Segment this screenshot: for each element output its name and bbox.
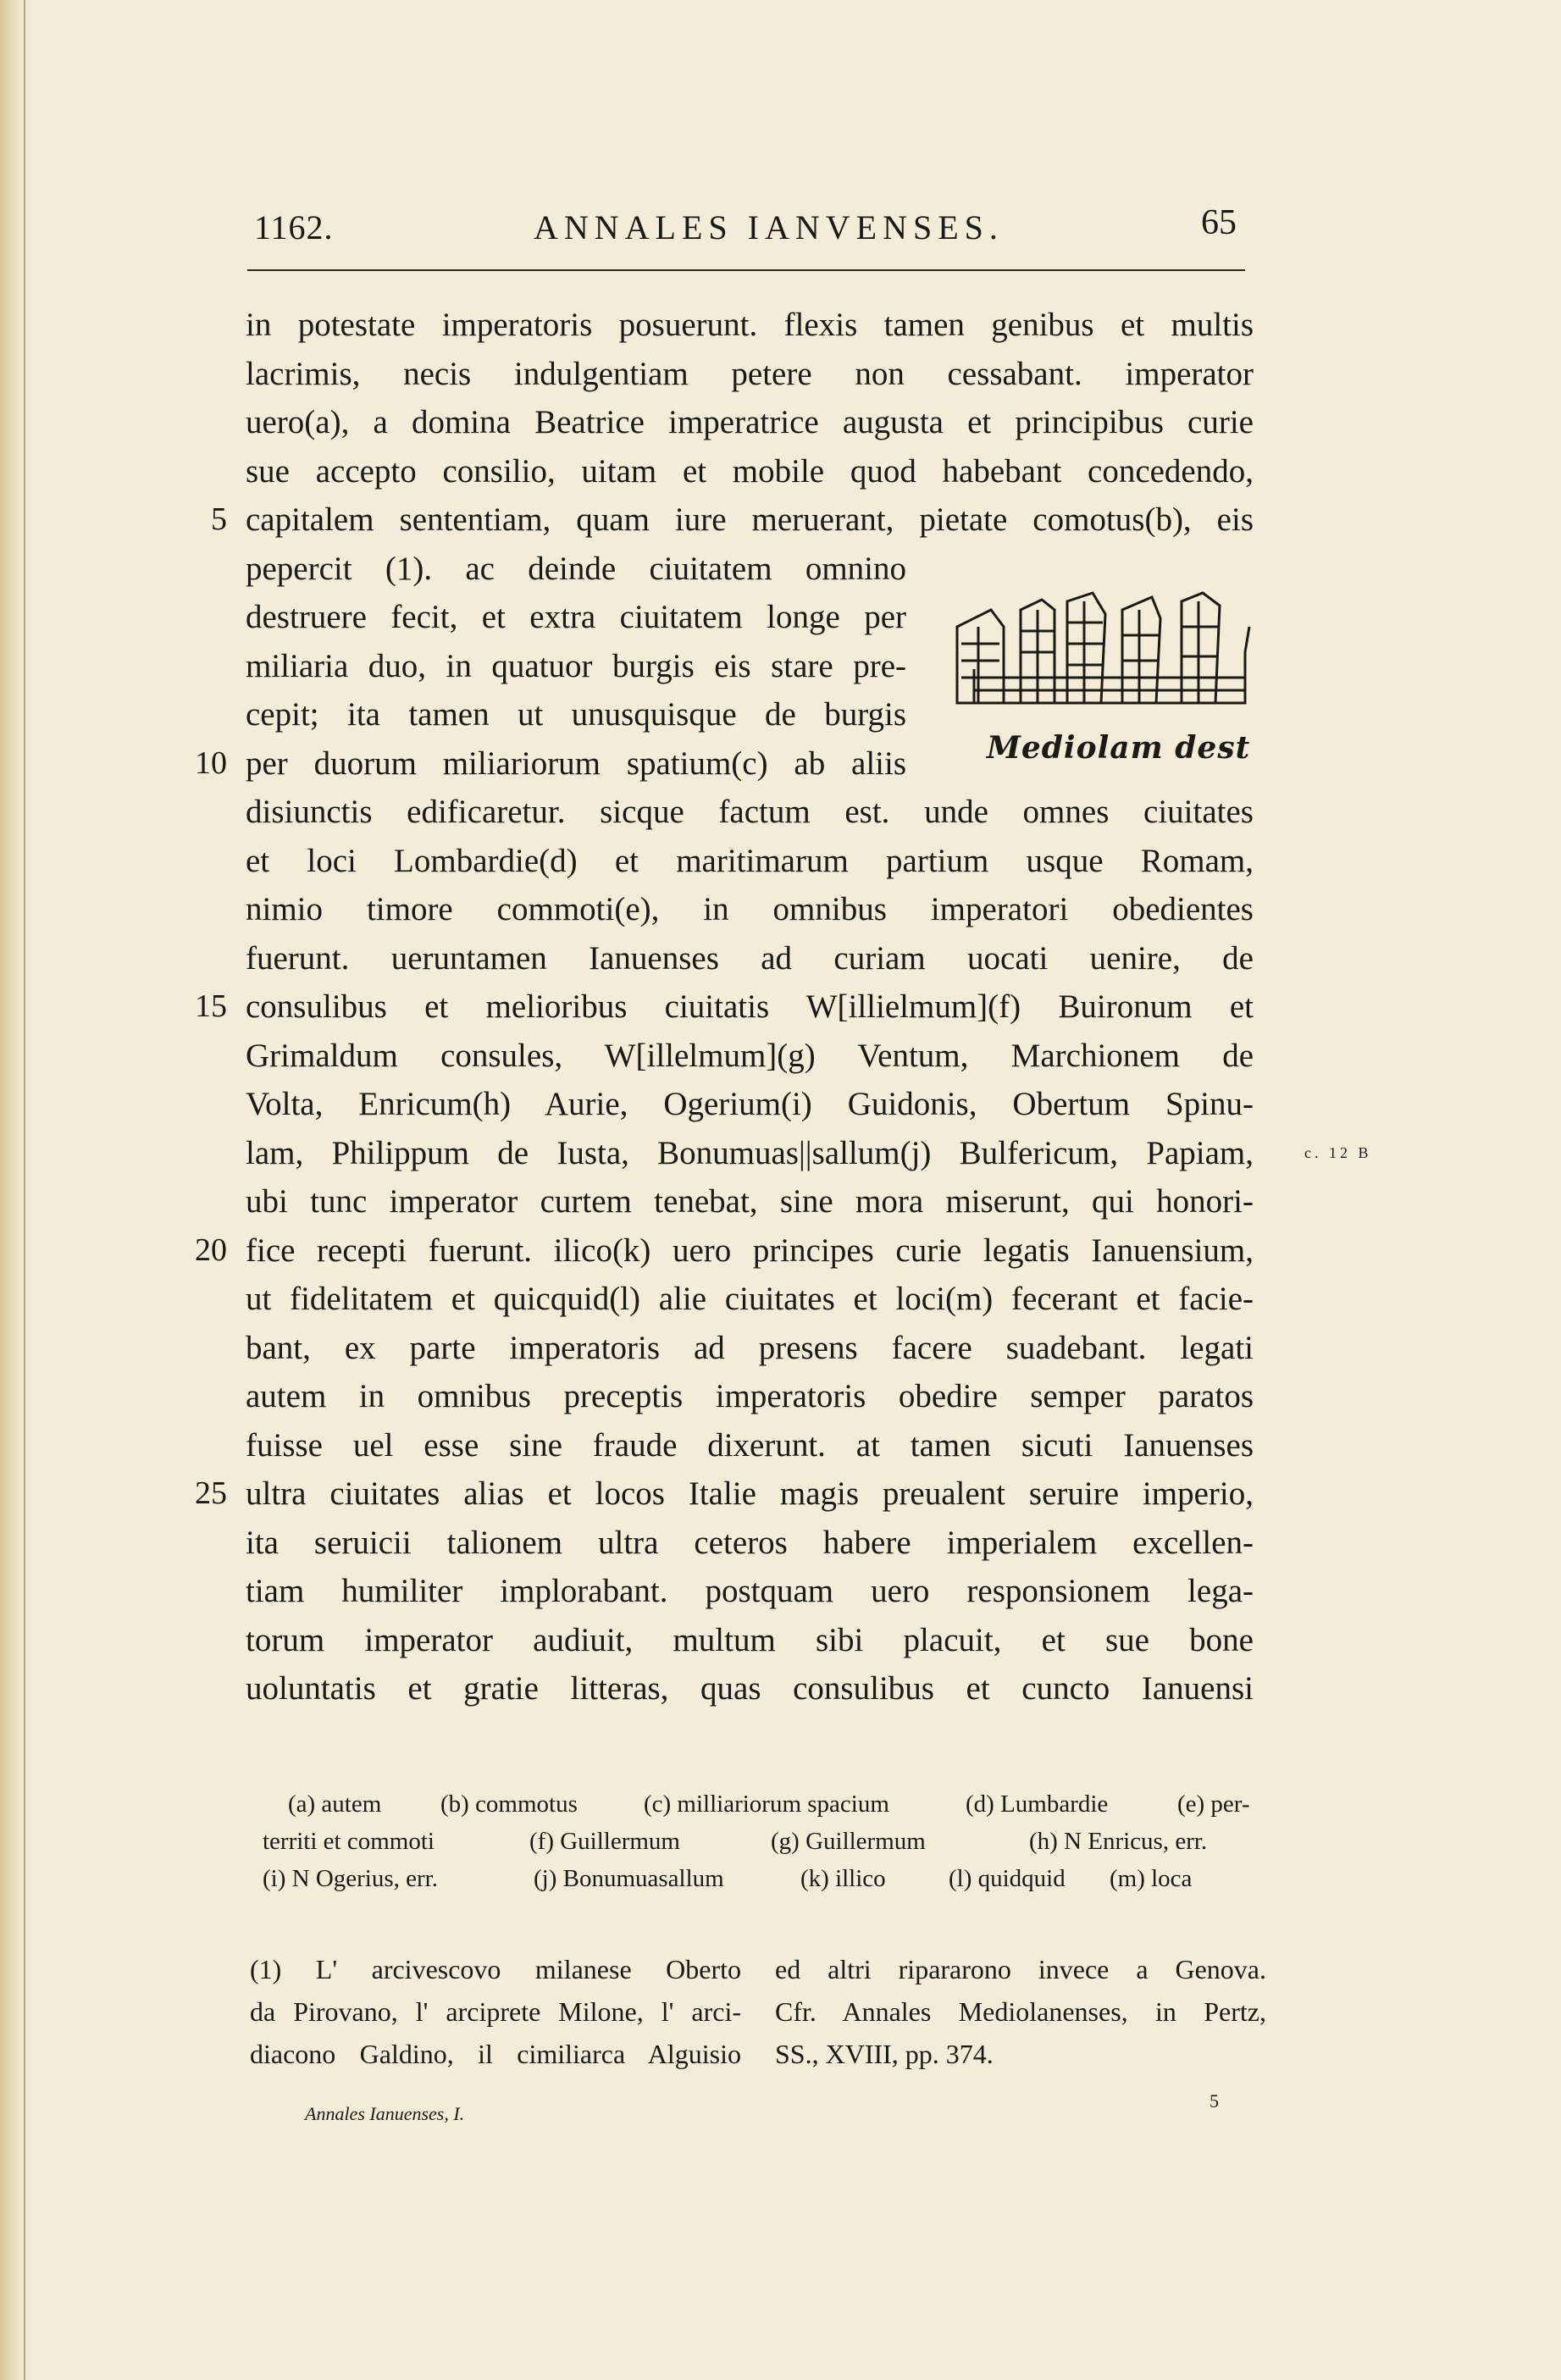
- crit-note: (c) milliariorum spacium: [644, 1791, 889, 1818]
- text-line: uoluntatis et gratie litteras, quas consulibus et cuncto Ianuensi: [246, 1670, 1254, 1707]
- page-edge: [0, 0, 34, 2380]
- text-line-25: [195, 1470, 1254, 1519]
- critical-apparatus: [263, 1785, 1270, 1897]
- text-line: lacrimis, necis indulgentiam petere non cessabant. imperator: [246, 355, 1254, 392]
- crit-note: (k) illico: [800, 1865, 886, 1892]
- crit-note: (j) Bonumuasallum: [534, 1865, 724, 1892]
- text-line-5: [211, 495, 1254, 545]
- line-number: 15: [195, 988, 227, 1024]
- line-number: 25: [195, 1475, 227, 1511]
- text-line: ita seruicii talionem ultra ceteros habere imperialem excellen-: [246, 1524, 1254, 1561]
- crit-note: territi et commoti: [263, 1828, 435, 1855]
- text-line: cepit; ita tamen ut unusquisque de burgis: [246, 696, 906, 733]
- text-line: et loci Lombardie(d) et maritimarum partium usque Romam,: [246, 842, 1254, 879]
- text-line: disiunctis edificaretur. sicque factum est. unde omnes ciuitates: [246, 794, 1254, 830]
- text-line: sue accepto consilio, uitam et mobile quod habebant concedendo,: [246, 452, 1254, 490]
- text-line-content: fice recepti fuerunt. ilico(k) uero principes curie legatis Ianuensium,: [246, 1232, 1254, 1269]
- text-line: pepercit (1). ac deinde ciuitatem omnino: [246, 550, 906, 587]
- crit-note: (g) Guillermum: [771, 1828, 926, 1855]
- note-line: da Pirovano, l' arciprete Milone, l' arci-: [250, 1996, 741, 2027]
- note-line: diacono Galdino, il cimiliarca Alguisio: [250, 2039, 741, 2069]
- crit-note: (f) Guillermum: [529, 1828, 680, 1855]
- text-line: Volta, Enricum(h) Aurie, Ogerium(i) Guidonis, Obertum Spinu-: [246, 1086, 1254, 1122]
- text-line: bant, ex parte imperatoris ad presens facere suadebant. legati: [246, 1329, 1254, 1366]
- crit-note: (e) per-: [1177, 1791, 1250, 1818]
- footer-sheet-number: 5: [1209, 2090, 1219, 2112]
- text-line-content: capitalem sententiam, quam iure meruerant, pietate comotus(b), eis: [246, 501, 1254, 538]
- note-line: Cfr. Annales Mediolanenses, in Pertz,: [775, 1996, 1266, 2027]
- text-line-15: [195, 982, 1254, 1032]
- crit-note: (b) commotus: [440, 1791, 578, 1818]
- header-title: ANNALES IANVENSES.: [534, 208, 1004, 246]
- line-number: 20: [195, 1232, 227, 1268]
- text-line: miliaria duo, in quatuor burgis eis stare pre-: [246, 647, 906, 684]
- text-line: fuerunt. ueruntamen Ianuenses ad curiam uocati uenire, de: [246, 939, 1254, 977]
- text-line: uero(a), a domina Beatrice imperatrice augusta et principibus curie: [246, 404, 1254, 440]
- text-line: destruere fecit, et extra ciuitatem longe per: [246, 599, 906, 635]
- header-rule: [247, 269, 1245, 271]
- crit-note: (m) loca: [1110, 1865, 1193, 1892]
- text-line-margin: [246, 1129, 1372, 1178]
- note-line: SS., XVIII, pp. 374.: [775, 2039, 994, 2069]
- line-number: 10: [195, 744, 227, 781]
- header-year: 1162.: [254, 208, 334, 246]
- text-line-content: ultra ciuitates alias et locos Italie magis preualent seruire imperio,: [246, 1475, 1254, 1512]
- text-line: ubi tunc imperator curtem tenebat, sine mora miserunt, qui honori-: [246, 1183, 1254, 1220]
- drawing-caption: Mediolam dest: [987, 730, 1251, 766]
- text-line: tiam humiliter implorabant. postquam uero responsionem lega-: [246, 1573, 1254, 1609]
- note-line: ed altri ripararono invece a Genova.: [775, 1954, 1266, 1984]
- running-header: [254, 203, 1245, 267]
- note-line: (1) L' arcivescovo milanese Oberto: [250, 1954, 741, 1984]
- text-line: autem in omnibus preceptis imperatoris obedire semper paratos: [246, 1378, 1254, 1414]
- text-line: in potestate imperatoris posuerunt. flexis tamen genibus et multis: [246, 307, 1254, 343]
- margin-note: c. 12 B: [1304, 1143, 1372, 1161]
- crit-note: (i) N Ogerius, err.: [263, 1865, 438, 1892]
- crit-line: [263, 1823, 1270, 1860]
- crit-note: (h) N Enricus, err.: [1029, 1828, 1208, 1855]
- text-line-content: consulibus et melioribus ciuitatis W[illielmum](f) Buironum et: [246, 988, 1254, 1025]
- crit-line: [263, 1860, 1270, 1897]
- crit-note: (d) Lumbardie: [966, 1791, 1109, 1818]
- text-line: fuisse uel esse sine fraude dixerunt. at tamen sicuti Ianuenses: [246, 1426, 1254, 1464]
- text-line-content: lam, Philippum de Iusta, Bonumuas||sallum(j) Bulfericum, Papiam,: [246, 1134, 1254, 1171]
- text-line-content: per duorum miliariorum spatium(c) ab aliis: [246, 744, 906, 782]
- historical-note-left: [250, 1948, 741, 2075]
- crit-note: (l) quidquid: [949, 1865, 1066, 1892]
- main-text: [195, 301, 1372, 1713]
- crit-line: [263, 1785, 1270, 1823]
- text-line: nimio timore commoti(e), in omnibus imperatori obedientes: [246, 891, 1254, 927]
- line-number: 5: [211, 501, 227, 537]
- text-line-10: [195, 739, 906, 789]
- text-line: ut fidelitatem et quicquid(l) alie ciuitates et loci(m) fecerant et facie-: [246, 1281, 1254, 1317]
- text-line: Grimaldum consules, W[illelmum](g) Ventum, Marchionem de: [246, 1037, 1254, 1074]
- page-number: 65: [1201, 203, 1237, 242]
- historical-note-right: [775, 1948, 1266, 2075]
- footer-signature: Annales Ianuenses, I.: [305, 2103, 465, 2124]
- text-line-20: [195, 1226, 1254, 1276]
- crit-note: (a) autem: [288, 1791, 382, 1818]
- text-line: torum imperator audiuit, multum sibi placuit, et sue bone: [246, 1621, 1254, 1658]
- binding-line: [24, 0, 25, 2380]
